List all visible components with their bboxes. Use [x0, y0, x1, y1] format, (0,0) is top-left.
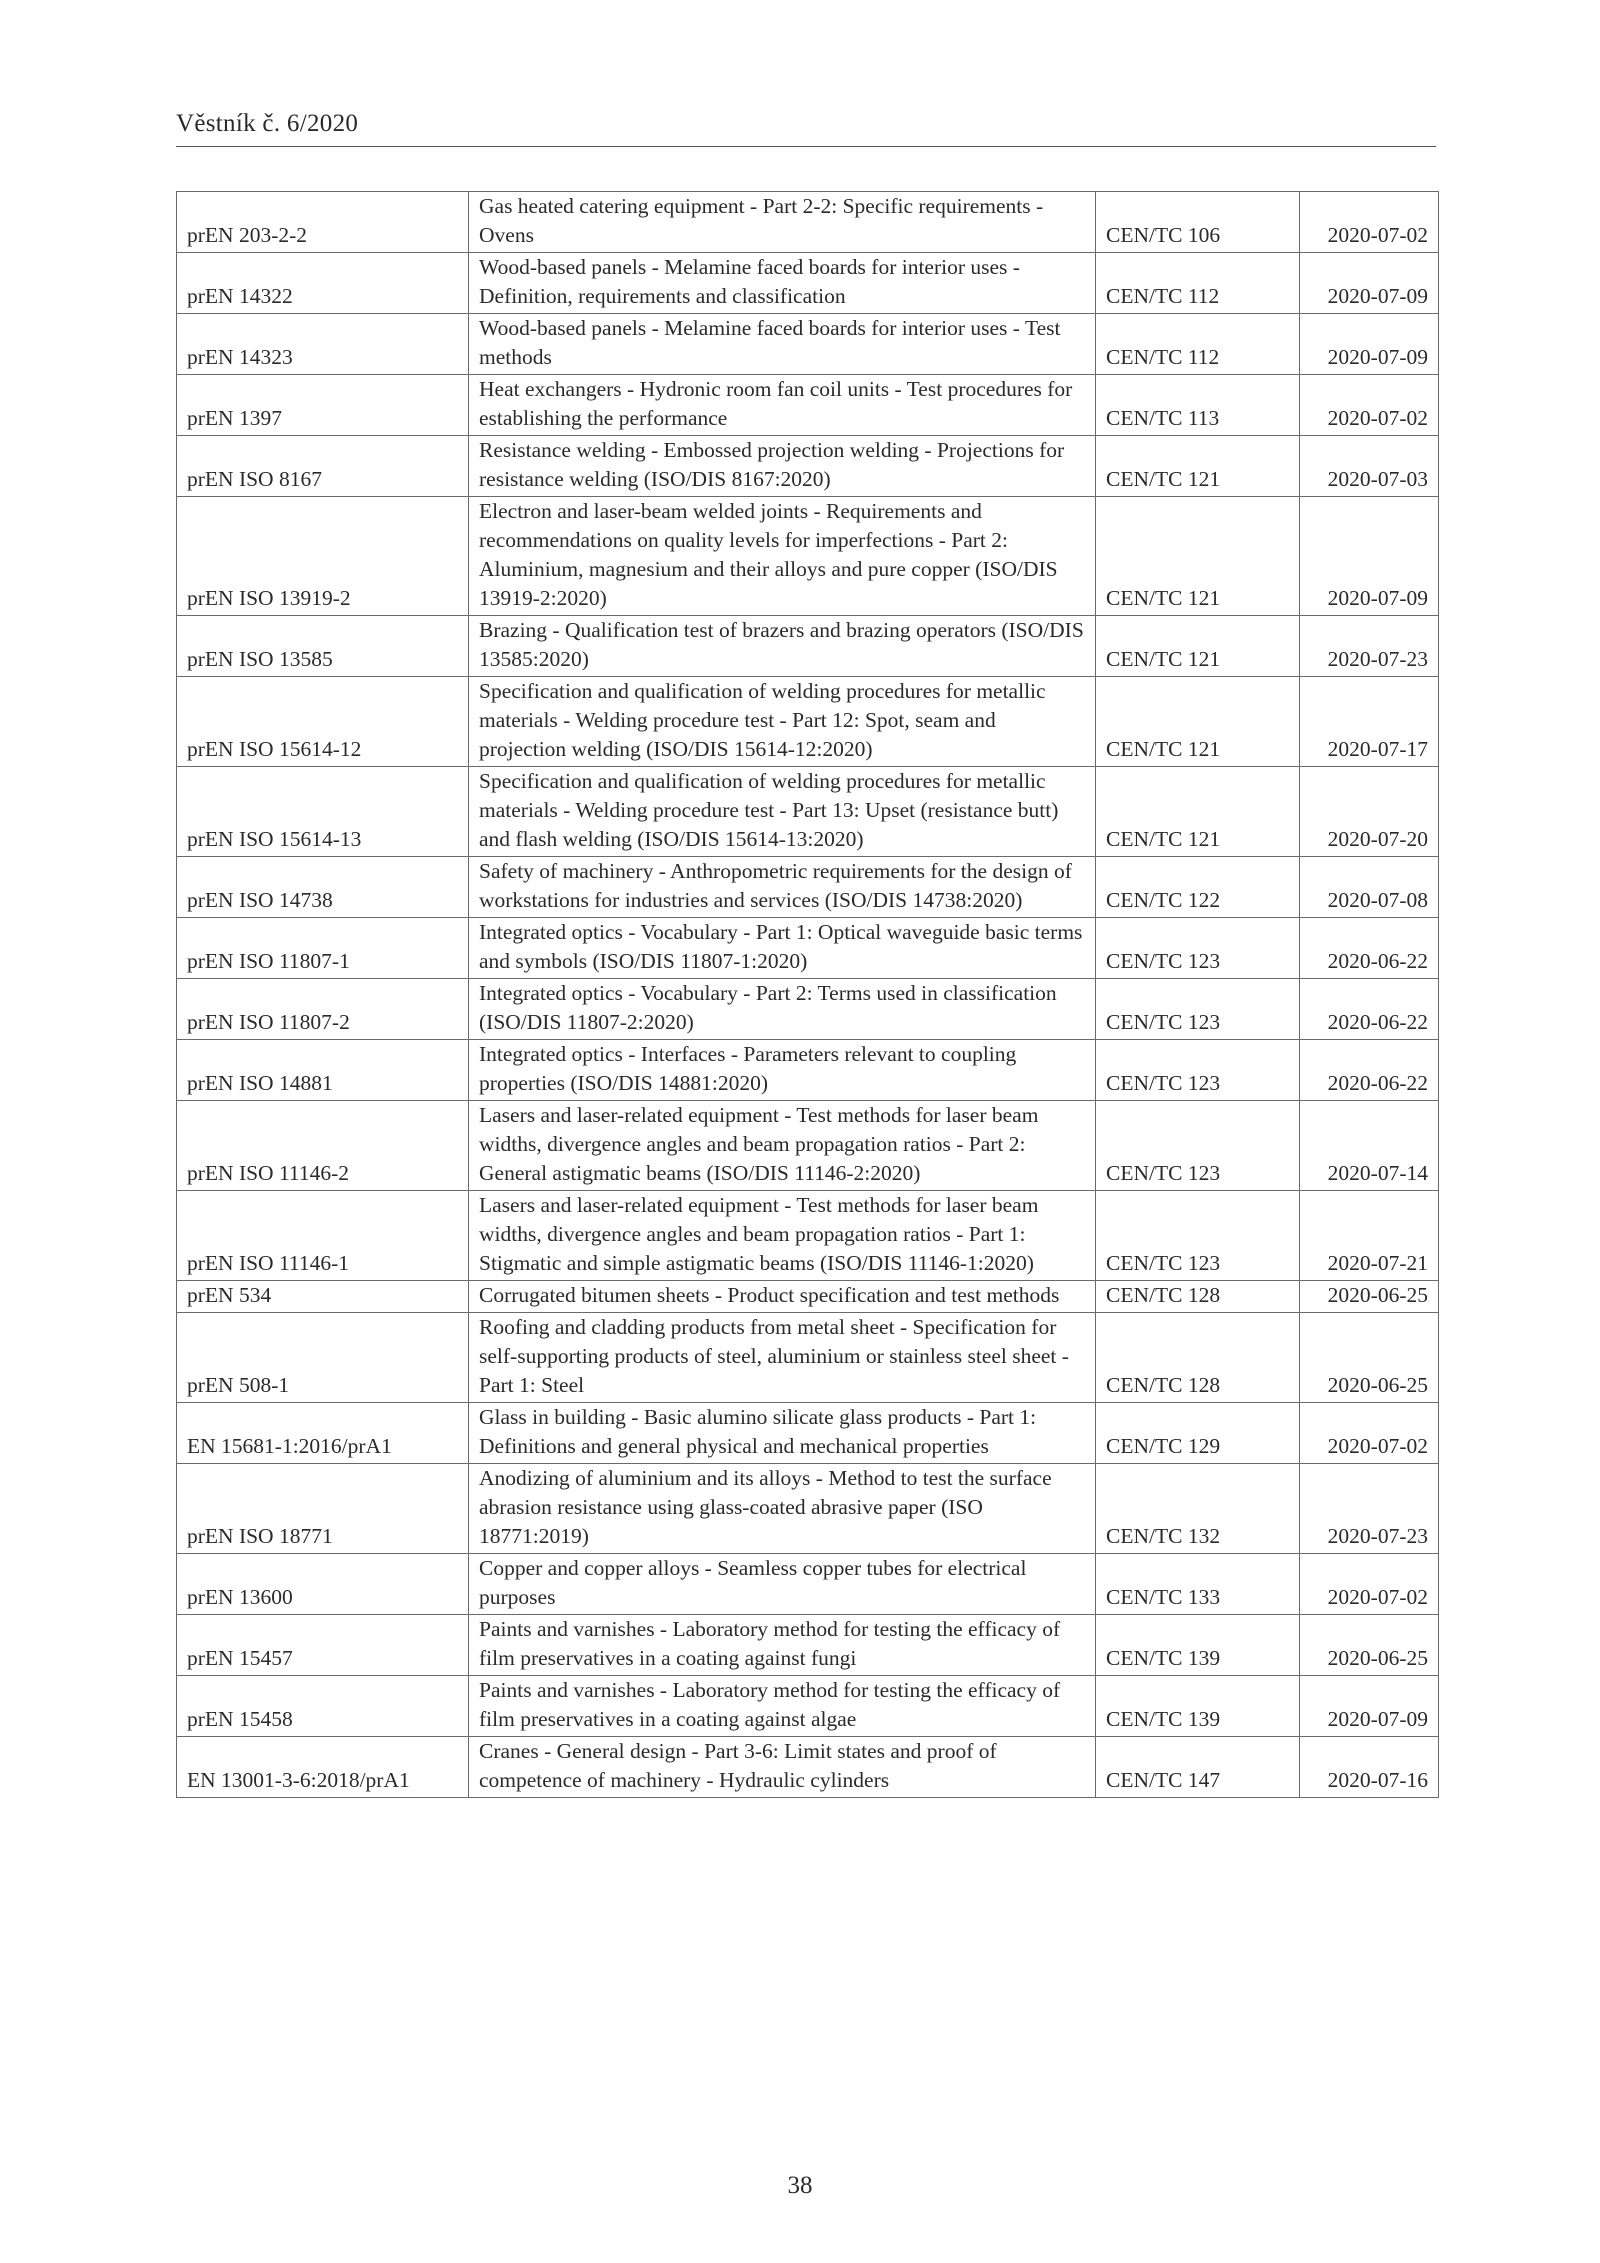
standard-title: Glass in building - Basic alumino silicate glass products - Part 1: Definitions and general physical and mechanical properties — [469, 1403, 1096, 1464]
standard-title: Roofing and cladding products from metal sheet - Specification for self-supporting products of steel, aluminium or stainless steel sheet - Part 1: Steel — [469, 1313, 1096, 1403]
technical-committee: CEN/TC 121 — [1096, 436, 1300, 497]
standard-title: Integrated optics - Interfaces - Parameters relevant to coupling properties (ISO/DIS 14881:2020) — [469, 1040, 1096, 1101]
standard-title: Specification and qualification of welding procedures for metallic materials - Welding procedure test - Part 12: Spot, seam and projection welding (ISO/DIS 15614-12:2020) — [469, 677, 1096, 767]
deadline-date: 2020-07-21 — [1300, 1191, 1439, 1281]
standard-title: Wood-based panels - Melamine faced boards for interior uses - Definition, requirements and classification — [469, 253, 1096, 314]
technical-committee: CEN/TC 123 — [1096, 1191, 1300, 1281]
table-row — [177, 1615, 1439, 1676]
technical-committee: CEN/TC 112 — [1096, 314, 1300, 375]
technical-committee: CEN/TC 106 — [1096, 192, 1300, 253]
standard-code: prEN ISO 11807-2 — [177, 979, 469, 1040]
standard-code: prEN 203-2-2 — [177, 192, 469, 253]
page-number: 38 — [787, 2172, 813, 2199]
table-row — [177, 1464, 1439, 1554]
standard-code: prEN 14322 — [177, 253, 469, 314]
deadline-date: 2020-06-22 — [1300, 918, 1439, 979]
standard-title: Anodizing of aluminium and its alloys - Method to test the surface abrasion resistance using glass-coated abrasive paper (ISO 18771:2019) — [469, 1464, 1096, 1554]
deadline-date: 2020-07-09 — [1300, 497, 1439, 616]
standard-code: prEN ISO 14738 — [177, 857, 469, 918]
table-row — [177, 1554, 1439, 1615]
table-row — [177, 857, 1439, 918]
technical-committee: CEN/TC 128 — [1096, 1281, 1300, 1313]
technical-committee: CEN/TC 147 — [1096, 1737, 1300, 1798]
table-row — [177, 1737, 1439, 1798]
standard-code: prEN ISO 13919-2 — [177, 497, 469, 616]
standard-title: Integrated optics - Vocabulary - Part 1: Optical waveguide basic terms and symbols (ISO/DIS 11807-1:2020) — [469, 918, 1096, 979]
table-row — [177, 918, 1439, 979]
deadline-date: 2020-07-23 — [1300, 1464, 1439, 1554]
technical-committee: CEN/TC 123 — [1096, 918, 1300, 979]
table-row — [177, 616, 1439, 677]
technical-committee: CEN/TC 128 — [1096, 1313, 1300, 1403]
technical-committee: CEN/TC 112 — [1096, 253, 1300, 314]
table-row — [177, 1191, 1439, 1281]
standard-title: Copper and copper alloys - Seamless copper tubes for electrical purposes — [469, 1554, 1096, 1615]
technical-committee: CEN/TC 122 — [1096, 857, 1300, 918]
table-row — [177, 1313, 1439, 1403]
deadline-date: 2020-06-25 — [1300, 1281, 1439, 1313]
deadline-date: 2020-07-23 — [1300, 616, 1439, 677]
standard-code: prEN ISO 11146-1 — [177, 1191, 469, 1281]
deadline-date: 2020-07-08 — [1300, 857, 1439, 918]
deadline-date: 2020-07-09 — [1300, 1676, 1439, 1737]
standard-title: Electron and laser-beam welded joints - Requirements and recommendations on quality levels for imperfections - Part 2: Aluminium, magnesium and their alloys and pure copper (ISO/DIS 13919-2:2020) — [469, 497, 1096, 616]
deadline-date: 2020-07-14 — [1300, 1101, 1439, 1191]
table-row — [177, 436, 1439, 497]
deadline-date: 2020-06-25 — [1300, 1313, 1439, 1403]
standard-code: prEN 1397 — [177, 375, 469, 436]
table-row — [177, 677, 1439, 767]
deadline-date: 2020-07-09 — [1300, 314, 1439, 375]
standard-title: Resistance welding - Embossed projection welding - Projections for resistance welding (ISO/DIS 8167:2020) — [469, 436, 1096, 497]
standard-title: Lasers and laser-related equipment - Test methods for laser beam widths, divergence angles and beam propagation ratios - Part 1: Stigmatic and simple astigmatic beams (ISO/DIS 11146-1:2020) — [469, 1191, 1096, 1281]
deadline-date: 2020-06-22 — [1300, 1040, 1439, 1101]
standard-code: prEN ISO 15614-13 — [177, 767, 469, 857]
table-row — [177, 314, 1439, 375]
table-row — [177, 1101, 1439, 1191]
technical-committee: CEN/TC 113 — [1096, 375, 1300, 436]
deadline-date: 2020-07-02 — [1300, 375, 1439, 436]
standard-code: EN 13001-3-6:2018/prA1 — [177, 1737, 469, 1798]
standard-title: Brazing - Qualification test of brazers and brazing operators (ISO/DIS 13585:2020) — [469, 616, 1096, 677]
deadline-date: 2020-07-02 — [1300, 192, 1439, 253]
table-row — [177, 1040, 1439, 1101]
deadline-date: 2020-07-17 — [1300, 677, 1439, 767]
technical-committee: CEN/TC 139 — [1096, 1615, 1300, 1676]
technical-committee: CEN/TC 132 — [1096, 1464, 1300, 1554]
standard-title: Paints and varnishes - Laboratory method for testing the efficacy of film preservatives in a coating against algae — [469, 1676, 1096, 1737]
standard-title: Integrated optics - Vocabulary - Part 2: Terms used in classification (ISO/DIS 11807-2:2020) — [469, 979, 1096, 1040]
standard-code: prEN 14323 — [177, 314, 469, 375]
standard-code: prEN ISO 14881 — [177, 1040, 469, 1101]
standard-code: prEN ISO 11807-1 — [177, 918, 469, 979]
deadline-date: 2020-07-09 — [1300, 253, 1439, 314]
technical-committee: CEN/TC 123 — [1096, 979, 1300, 1040]
table-row — [177, 1403, 1439, 1464]
technical-committee: CEN/TC 139 — [1096, 1676, 1300, 1737]
standard-code: prEN ISO 18771 — [177, 1464, 469, 1554]
technical-committee: CEN/TC 121 — [1096, 497, 1300, 616]
standard-code: prEN ISO 8167 — [177, 436, 469, 497]
standard-code: prEN 15457 — [177, 1615, 469, 1676]
standard-code: prEN ISO 13585 — [177, 616, 469, 677]
deadline-date: 2020-07-16 — [1300, 1737, 1439, 1798]
standard-title: Safety of machinery - Anthropometric requirements for the design of workstations for industries and services (ISO/DIS 14738:2020) — [469, 857, 1096, 918]
standard-code: prEN ISO 15614-12 — [177, 677, 469, 767]
standard-title: Lasers and laser-related equipment - Test methods for laser beam widths, divergence angles and beam propagation ratios - Part 2: General astigmatic beams (ISO/DIS 11146-2:2020) — [469, 1101, 1096, 1191]
table-row — [177, 1281, 1439, 1313]
table-row — [177, 767, 1439, 857]
standard-title: Corrugated bitumen sheets - Product specification and test methods — [469, 1281, 1096, 1313]
deadline-date: 2020-07-02 — [1300, 1403, 1439, 1464]
deadline-date: 2020-06-25 — [1300, 1615, 1439, 1676]
standard-title: Gas heated catering equipment - Part 2-2: Specific requirements - Ovens — [469, 192, 1096, 253]
page-header — [176, 110, 1436, 147]
table-row — [177, 979, 1439, 1040]
deadline-date: 2020-07-20 — [1300, 767, 1439, 857]
standard-title: Specification and qualification of welding procedures for metallic materials - Welding procedure test - Part 13: Upset (resistance butt) and flash welding (ISO/DIS 15614-13:2020) — [469, 767, 1096, 857]
table-row — [177, 253, 1439, 314]
technical-committee: CEN/TC 121 — [1096, 767, 1300, 857]
deadline-date: 2020-06-22 — [1300, 979, 1439, 1040]
table-row — [177, 375, 1439, 436]
standards-table-body — [177, 192, 1439, 1798]
standard-code: prEN ISO 11146-2 — [177, 1101, 469, 1191]
standards-table — [176, 191, 1439, 1798]
standard-title: Heat exchangers - Hydronic room fan coil units - Test procedures for establishing the performance — [469, 375, 1096, 436]
technical-committee: CEN/TC 121 — [1096, 616, 1300, 677]
standard-code: prEN 508-1 — [177, 1313, 469, 1403]
deadline-date: 2020-07-03 — [1300, 436, 1439, 497]
technical-committee: CEN/TC 129 — [1096, 1403, 1300, 1464]
technical-committee: CEN/TC 123 — [1096, 1101, 1300, 1191]
table-row — [177, 192, 1439, 253]
standard-code: EN 15681-1:2016/prA1 — [177, 1403, 469, 1464]
standard-code: prEN 15458 — [177, 1676, 469, 1737]
table-row — [177, 1676, 1439, 1737]
standard-code: prEN 534 — [177, 1281, 469, 1313]
technical-committee: CEN/TC 133 — [1096, 1554, 1300, 1615]
standard-title: Wood-based panels - Melamine faced boards for interior uses - Test methods — [469, 314, 1096, 375]
technical-committee: CEN/TC 121 — [1096, 677, 1300, 767]
deadline-date: 2020-07-02 — [1300, 1554, 1439, 1615]
standard-code: prEN 13600 — [177, 1554, 469, 1615]
standard-title: Paints and varnishes - Laboratory method for testing the efficacy of film preservatives in a coating against fungi — [469, 1615, 1096, 1676]
table-row — [177, 497, 1439, 616]
journal-title: Věstník č. 6/2020 — [176, 110, 359, 137]
standard-title: Cranes - General design - Part 3-6: Limit states and proof of competence of machinery - Hydraulic cylinders — [469, 1737, 1096, 1798]
technical-committee: CEN/TC 123 — [1096, 1040, 1300, 1101]
